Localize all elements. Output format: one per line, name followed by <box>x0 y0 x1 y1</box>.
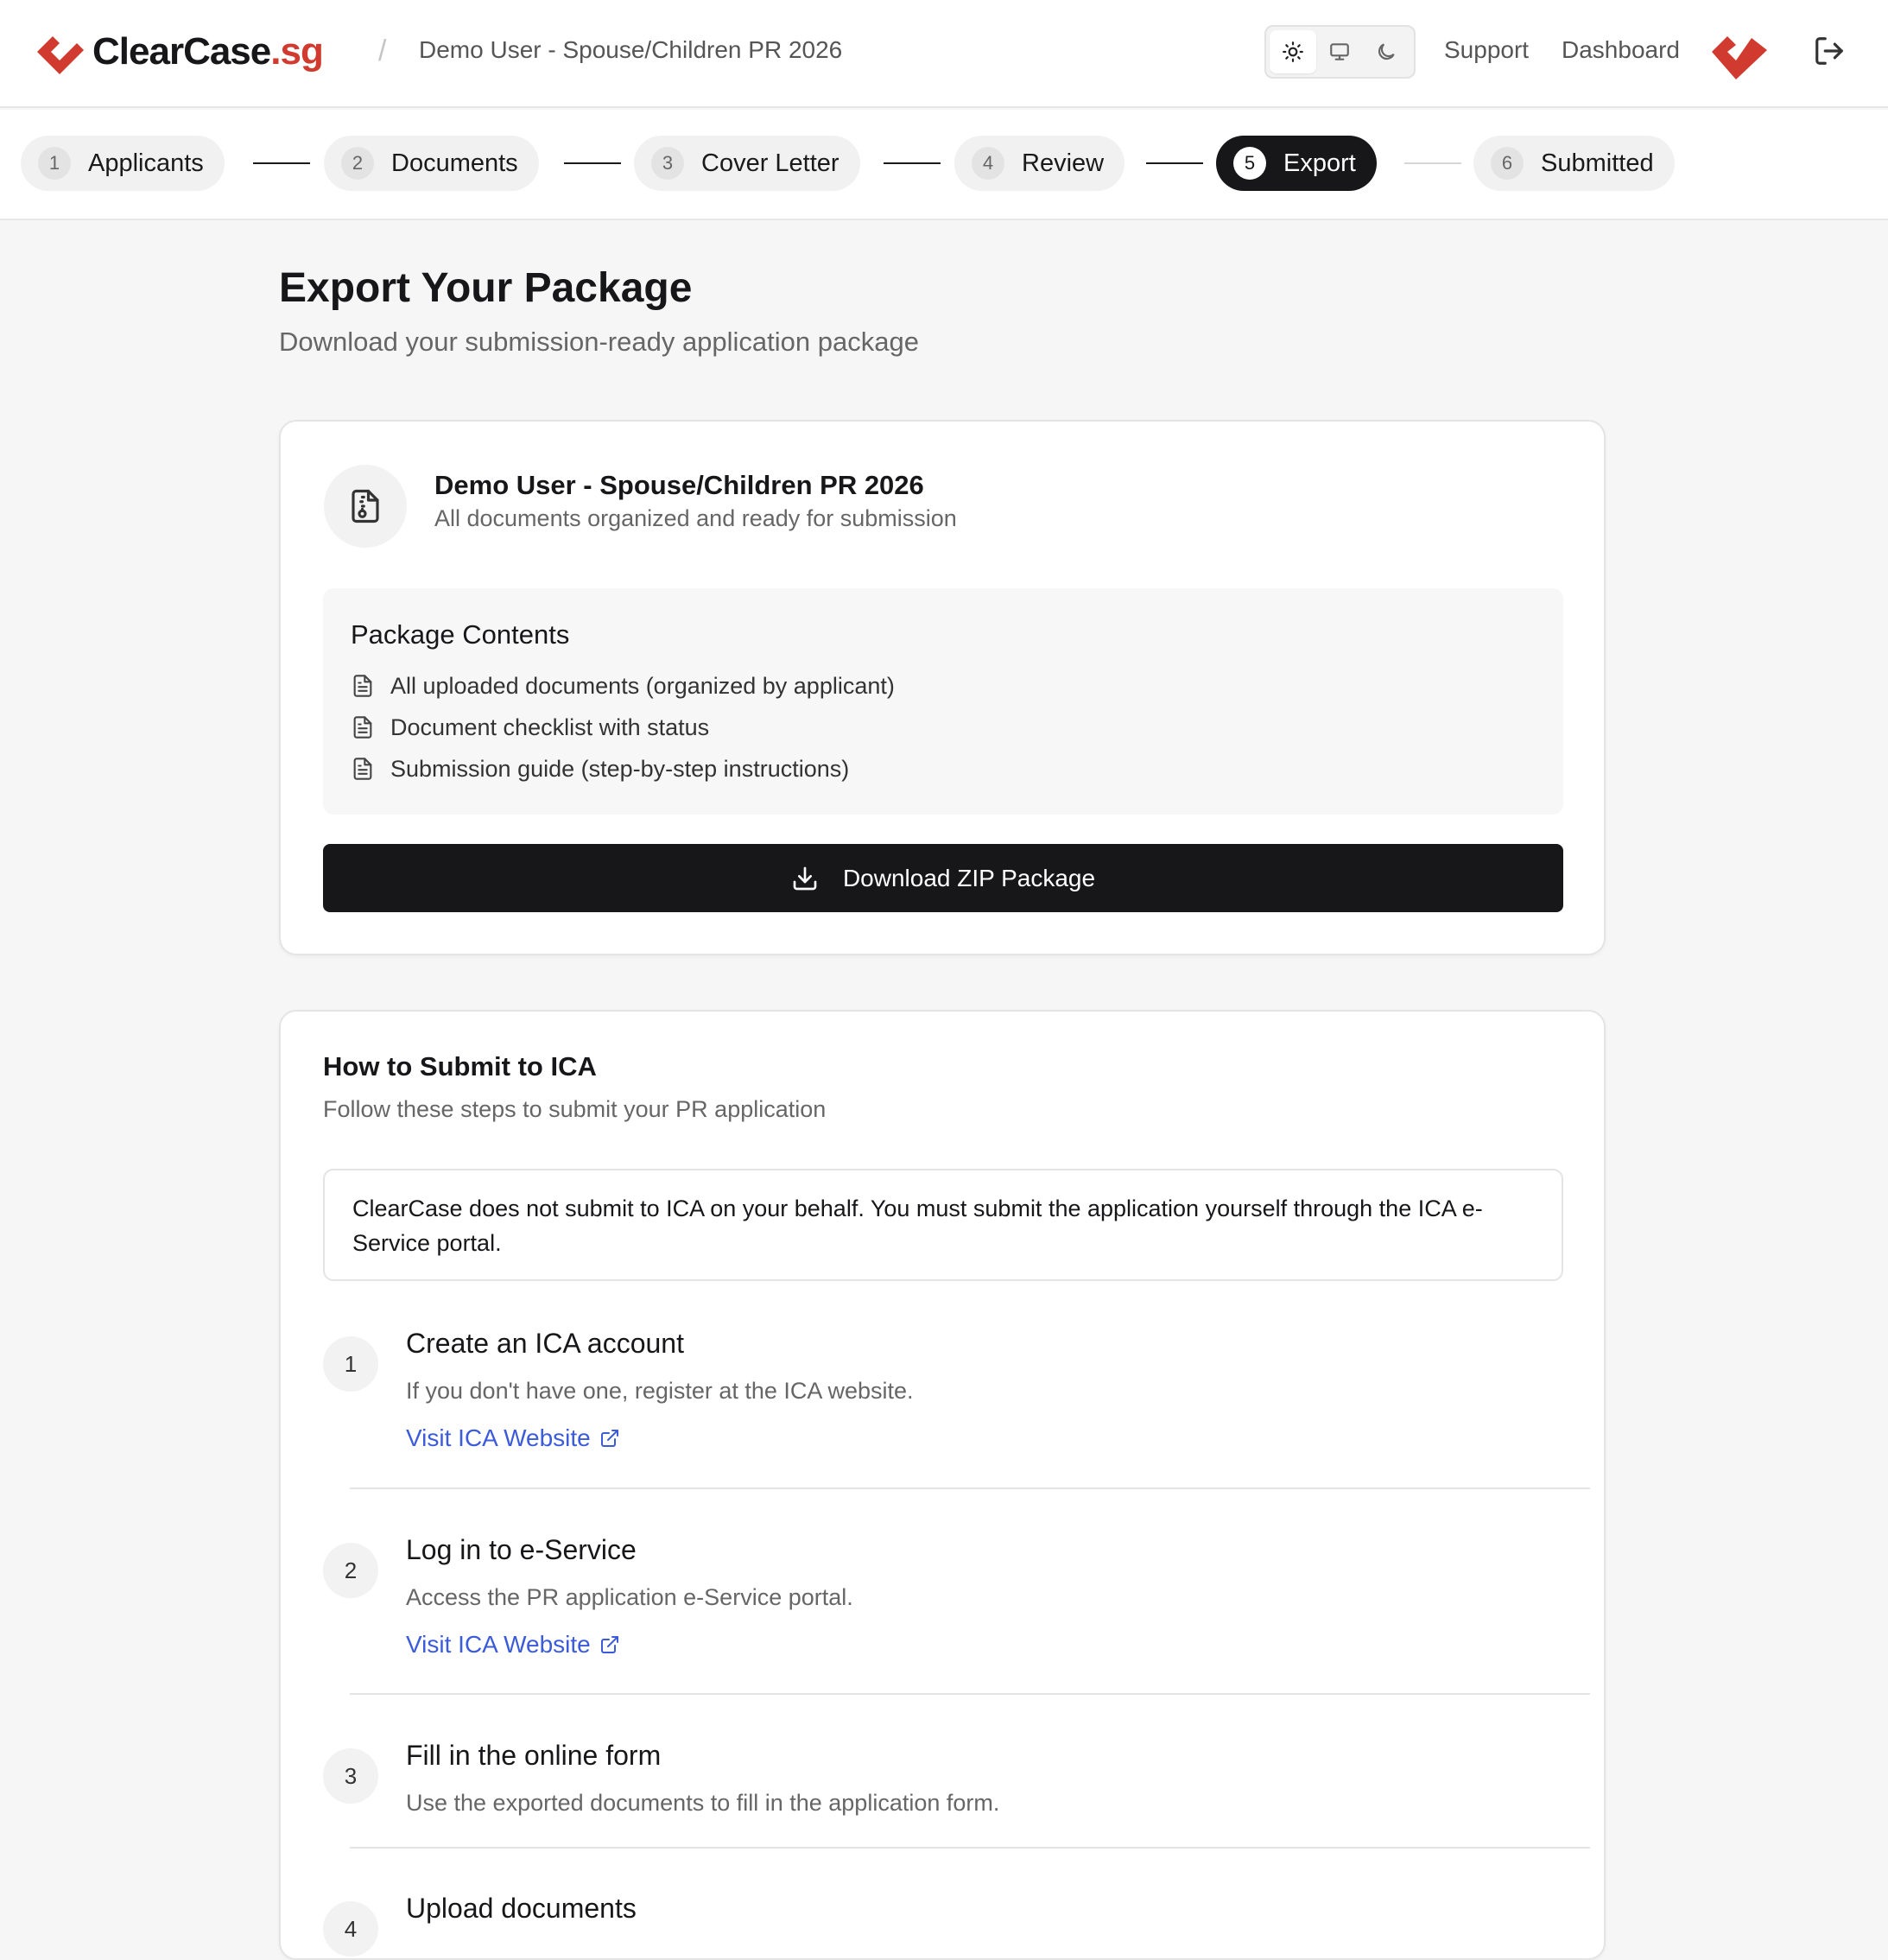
step-number: 2 <box>341 147 374 180</box>
submission-step-title: Fill in the online form <box>406 1740 662 1771</box>
logout-icon[interactable] <box>1813 35 1846 67</box>
submission-step-title: Log in to e-Service <box>406 1534 637 1565</box>
step-divider <box>350 1847 1590 1849</box>
moon-icon <box>1375 41 1397 63</box>
theme-system-button[interactable] <box>1316 30 1363 73</box>
package-card <box>279 420 1606 955</box>
submission-guide-card <box>279 1010 1606 1960</box>
nav-dashboard-link[interactable]: Dashboard <box>1562 36 1680 63</box>
step-connector <box>564 162 621 164</box>
package-contents-item <box>351 755 849 783</box>
submission-notice: ClearCase does not submit to ICA on your behalf. You must submit the application yourself through the ICA e-Service portal. <box>323 1169 1563 1281</box>
submission-step-description: Access the PR application e-Service portal. <box>406 1584 853 1610</box>
package-contents-text: All uploaded documents (organized by applicant) <box>390 672 895 699</box>
nav-support-link[interactable]: Support <box>1444 36 1530 63</box>
step-connector <box>1146 162 1203 164</box>
page-subtitle: Download your submission-ready application package <box>279 327 919 357</box>
package-subtitle: All documents organized and ready for submission <box>434 505 957 531</box>
sun-icon <box>1282 41 1304 63</box>
step-label: Documents <box>391 149 518 177</box>
logo-wordmark: ClearCase.sg <box>92 30 323 73</box>
step-connector <box>253 162 310 164</box>
step-documents[interactable] <box>324 136 539 191</box>
external-link-icon <box>599 1428 620 1449</box>
submission-step-number: 4 <box>323 1901 378 1957</box>
visit-ica-website-link[interactable] <box>406 1424 620 1452</box>
step-label: Submitted <box>1541 149 1654 177</box>
user-avatar-icon[interactable] <box>1710 22 1769 81</box>
file-archive-icon <box>347 486 383 526</box>
submission-step-description: If you don't have one, register at the ICA website. <box>406 1378 914 1404</box>
theme-toggle <box>1264 25 1416 79</box>
document-icon <box>351 714 375 741</box>
step-connector <box>1404 162 1461 164</box>
page-title: Export Your Package <box>279 265 693 311</box>
visit-ica-website-label: Visit ICA Website <box>406 1424 591 1451</box>
submission-step-title: Create an ICA account <box>406 1328 684 1359</box>
step-divider <box>350 1487 1590 1489</box>
clearcase-logo[interactable] <box>35 28 323 76</box>
submission-guide-subtitle: Follow these steps to submit your PR application <box>323 1096 827 1122</box>
package-icon-badge <box>324 465 407 548</box>
document-icon <box>351 755 375 783</box>
package-contents-text: Submission guide (step-by-step instructions) <box>390 755 850 782</box>
visit-ica-website-label: Visit ICA Website <box>406 1631 591 1658</box>
monitor-icon <box>1328 41 1351 63</box>
step-number: 5 <box>1233 147 1266 180</box>
breadcrumb-separator: / <box>378 35 387 67</box>
download-zip-button[interactable] <box>323 844 1563 912</box>
external-link-icon <box>599 1634 620 1655</box>
step-review[interactable] <box>954 136 1125 191</box>
theme-light-button[interactable] <box>1270 30 1316 73</box>
top-header <box>0 0 1888 108</box>
progress-stepper <box>0 110 1888 220</box>
step-label: Applicants <box>88 149 204 177</box>
submission-guide-title: How to Submit to ICA <box>323 1051 597 1081</box>
visit-ica-website-link[interactable] <box>406 1631 620 1659</box>
package-title: Demo User - Spouse/Children PR 2026 <box>434 470 924 500</box>
submission-step-title: Upload documents <box>406 1893 637 1924</box>
submission-step-description: Use the exported documents to fill in the application form. <box>406 1790 1000 1816</box>
package-contents-item <box>351 672 895 700</box>
step-number: 6 <box>1491 147 1524 180</box>
package-contents-title: Package Contents <box>351 619 570 650</box>
submission-step-number: 1 <box>323 1336 378 1392</box>
step-divider <box>350 1693 1590 1695</box>
step-number: 1 <box>38 147 71 180</box>
step-cover-letter[interactable] <box>634 136 860 191</box>
submission-step-number: 2 <box>323 1543 378 1598</box>
step-applicants[interactable] <box>21 136 225 191</box>
breadcrumb-application-title: Demo User - Spouse/Children PR 2026 <box>419 36 843 63</box>
document-icon <box>351 672 375 700</box>
step-number: 3 <box>651 147 684 180</box>
step-connector <box>884 162 941 164</box>
package-contents-item <box>351 714 709 741</box>
step-export[interactable] <box>1216 136 1377 191</box>
step-submitted[interactable] <box>1473 136 1675 191</box>
step-label: Export <box>1283 149 1356 177</box>
submission-step-number: 3 <box>323 1748 378 1804</box>
download-icon <box>791 865 819 892</box>
package-contents-box <box>323 588 1563 815</box>
download-zip-label: Download ZIP Package <box>842 864 1096 891</box>
package-contents-text: Document checklist with status <box>390 714 710 740</box>
step-label: Review <box>1022 149 1105 177</box>
step-number: 4 <box>972 147 1004 180</box>
clearcase-logo-icon <box>35 28 87 76</box>
step-label: Cover Letter <box>701 149 839 177</box>
theme-dark-button[interactable] <box>1363 30 1410 73</box>
